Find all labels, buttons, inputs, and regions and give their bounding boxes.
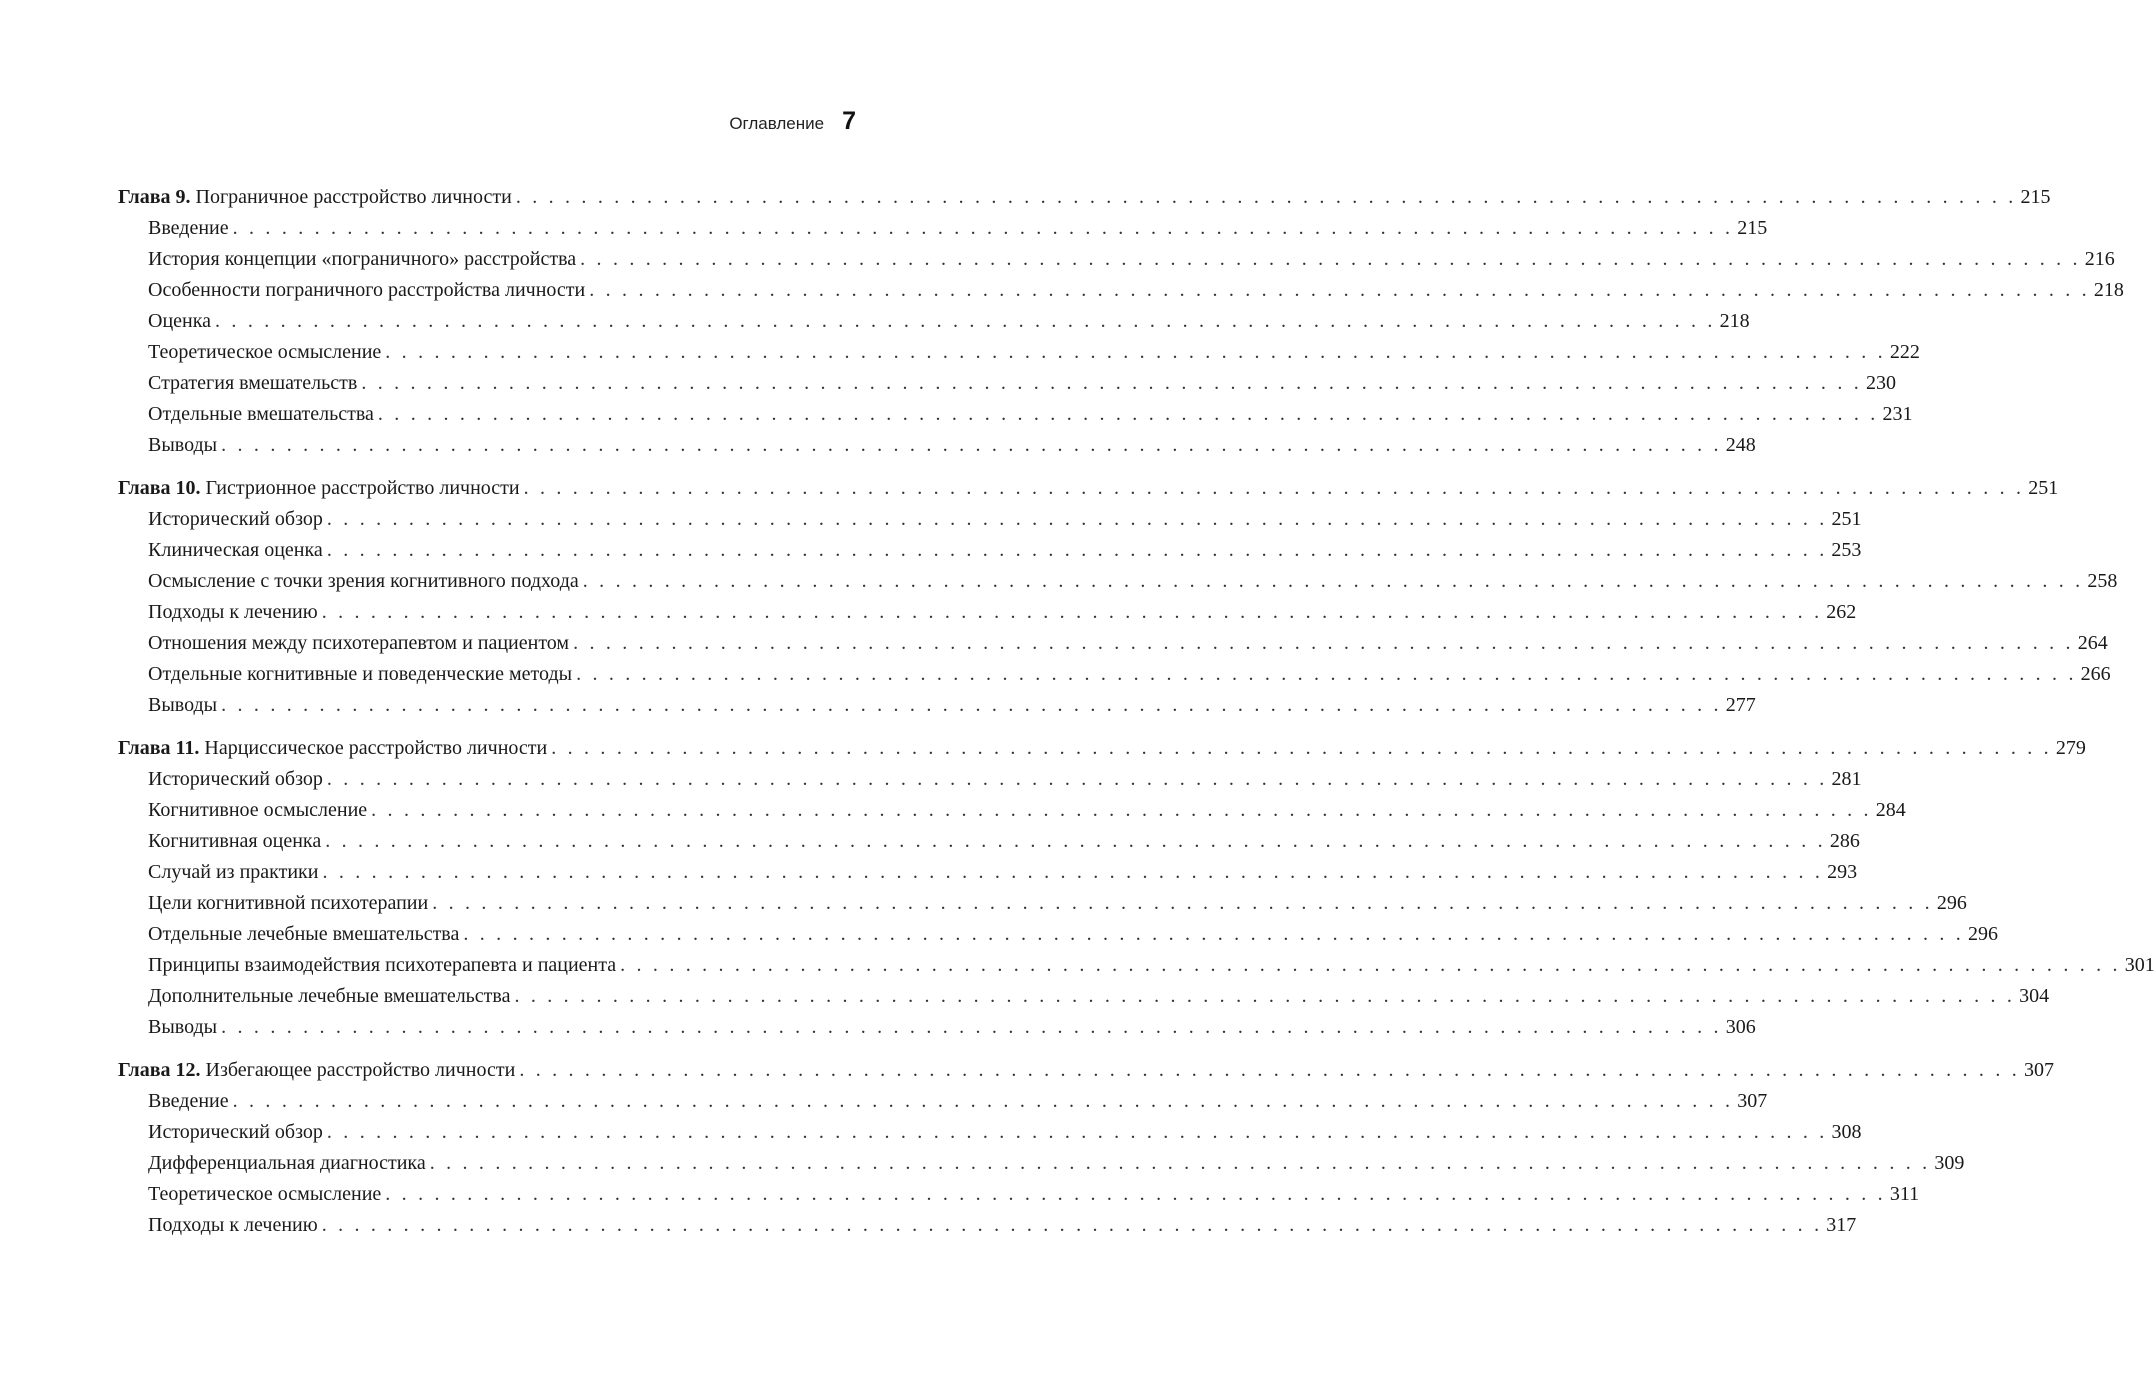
section-title: Оценка [148,310,212,332]
dot-leader: . . . . . . . . . . . . . . . . . . . . . . . . . . . . . . . . . . . . . . . . . . . . . . . . . . . . . . . . . . . . . . . . . . . . . . . . . . . . . . . . . . . . . . . . . . . . [580,248,2081,270]
dot-leader: . . . . . . . . . . . . . . . . . . . . . . . . . . . . . . . . . . . . . . . . . . . . . . . . . . . . . . . . . . . . . . . . . . . . . . . . . . . . . . . . . . . . . . . . . . . . [515,186,2017,208]
page-ref: 216 [2084,248,2115,270]
section-entry[interactable] [118,1148,1965,1179]
section-entry[interactable] [118,919,1998,950]
dot-leader: . . . . . . . . . . . . . . . . . . . . . . . . . . . . . . . . . . . . . . . . . . . . . . . . . . . . . . . . . . . . . . . . . . . . . . . . . . . . . . . . . . . . . . . . . . . . [385,1183,1886,1205]
dot-leader: . . . . . . . . . . . . . . . . . . . . . . . . . . . . . . . . . . . . . . . . . . . . . . . . . . . . . . . . . . . . . . . . . . . . . . . . . . . . . . . . . . . . . . . . . . . . [582,570,2084,592]
section-entry[interactable] [118,1210,1857,1241]
chapter-heading[interactable] [118,733,2086,764]
section-entry[interactable] [118,1117,1862,1148]
dot-leader: . . . . . . . . . . . . . . . . . . . . . . . . . . . . . . . . . . . . . . . . . . . . . . . . . . . . . . . . . . . . . . . . . . . . . . . . . . . . . . . . . . . . . . . . . . . . [326,1121,1828,1143]
page-ref: 304 [2019,985,2050,1007]
page-ref: 251 [2028,477,2059,499]
section-title: Отношения между психотерапевтом и пациентом [148,632,570,654]
section-title: Осмысление с точки зрения когнитивного подхода [148,570,579,592]
section-entry[interactable] [118,566,2118,597]
section-entry[interactable] [118,597,1857,628]
dot-leader: . . . . . . . . . . . . . . . . . . . . . . . . . . . . . . . . . . . . . . . . . . . . . . . . . . . . . . . . . . . . . . . . . . . . . . . . . . . . . . . . . . . . . . . . . . . . [432,892,1933,914]
page-ref: 264 [2077,632,2108,654]
chapter-10 [118,473,2118,721]
section-title: История концепции «пограничного» расстройства [148,248,577,270]
dot-leader: . . . . . . . . . . . . . . . . . . . . . . . . . . . . . . . . . . . . . . . . . . . . . . . . . . . . . . . . . . . . . . . . . . . . . . . . . . . . . . . . . . . . . . . . . . . . [215,310,1716,332]
dot-leader: . . . . . . . . . . . . . . . . . . . . . . . . . . . . . . . . . . . . . . . . . . . . . . . . . . . . . . . . . . . . . . . . . . . . . . . . . . . . . . . . . . . . . . . . . . . . [589,279,2090,301]
dot-leader: . . . . . . . . . . . . . . . . . . . . . . . . . . . . . . . . . . . . . . . . . . . . . . . . . . . . . . . . . . . . . . . . . . . . . . . . . . . . . . . . . . . . . . . . . . . . [377,403,1879,425]
section-title: Цели когнитивной психотерапии [148,892,429,914]
section-entry[interactable] [118,857,1858,888]
chapter-title: Нарциссическое расстройство личности [204,737,548,759]
section-entry[interactable] [118,1012,1756,1043]
section-entry[interactable] [118,275,2124,306]
dot-leader: . . . . . . . . . . . . . . . . . . . . . . . . . . . . . . . . . . . . . . . . . . . . . . . . . . . . . . . . . . . . . . . . . . . . . . . . . . . . . . . . . . . . . . . . . . . . [326,508,1828,530]
page-ref: 308 [1831,1121,1862,1143]
section-title: Теоретическое осмысление [148,1183,382,1205]
page-ref: 253 [1831,539,1862,561]
chapter-heading[interactable] [118,182,2051,213]
section-title: Когнитивное осмысление [148,799,368,821]
dot-leader: . . . . . . . . . . . . . . . . . . . . . . . . . . . . . . . . . . . . . . . . . . . . . . . . . . . . . . . . . . . . . . . . . . . . . . . . . . . . . . . . . . . . . . . . . . . . [321,1214,1823,1236]
dot-leader: . . . . . . . . . . . . . . . . . . . . . . . . . . . . . . . . . . . . . . . . . . . . . . . . . . . . . . . . . . . . . . . . . . . . . . . . . . . . . . . . . . . . . . . . . . . . [385,341,1886,363]
page-ref: 306 [1725,1016,1756,1038]
page-ref: 293 [1827,861,1858,883]
dot-leader: . . . . . . . . . . . . . . . . . . . . . . . . . . . . . . . . . . . . . . . . . . . . . . . . . . . . . . . . . . . . . . . . . . . . . . . . . . . . . . . . . . . . . . . . . . . . [514,985,2016,1007]
section-title: Введение [148,217,229,239]
page-ref: 222 [1889,341,1920,363]
section-title: Выводы [148,434,218,456]
section-entry[interactable] [118,795,1906,826]
section-entry[interactable] [118,659,2111,690]
page-ref: 266 [2080,663,2111,685]
dot-leader: . . . . . . . . . . . . . . . . . . . . . . . . . . . . . . . . . . . . . . . . . . . . . . . . . . . . . . . . . . . . . . . . . . . . . . . . . . . . . . . . . . . . . . . . . . . . [429,1152,1931,1174]
section-title: Подходы к лечению [148,601,318,623]
section-entry[interactable] [118,690,1756,721]
section-title: Выводы [148,1016,218,1038]
section-entry[interactable] [118,368,1896,399]
chapter-heading[interactable] [118,473,2059,504]
dot-leader: . . . . . . . . . . . . . . . . . . . . . . . . . . . . . . . . . . . . . . . . . . . . . . . . . . . . . . . . . . . . . . . . . . . . . . . . . . . . . . . . . . . . . . . . . . . . [321,601,1823,623]
chapter-11 [118,733,2155,1043]
page-ref: 284 [1875,799,1906,821]
section-title: Исторический обзор [148,1121,323,1143]
dot-leader: . . . . . . . . . . . . . . . . . . . . . . . . . . . . . . . . . . . . . . . . . . . . . . . . . . . . . . . . . . . . . . . . . . . . . . . . . . . . . . . . . . . . . . . . . . . . [221,434,1722,456]
running-head [729,107,856,136]
page-ref: 277 [1725,694,1756,716]
dot-leader: . . . . . . . . . . . . . . . . . . . . . . . . . . . . . . . . . . . . . . . . . . . . . . . . . . . . . . . . . . . . . . . . . . . . . . . . . . . . . . . . . . . . . . . . . . . . [573,632,2074,654]
dot-leader: . . . . . . . . . . . . . . . . . . . . . . . . . . . . . . . . . . . . . . . . . . . . . . . . . . . . . . . . . . . . . . . . . . . . . . . . . . . . . . . . . . . . . . . . . . . . [576,663,2077,685]
chapter-label: Глава 12. [118,1059,201,1081]
dot-leader: . . . . . . . . . . . . . . . . . . . . . . . . . . . . . . . . . . . . . . . . . . . . . . . . . . . . . . . . . . . . . . . . . . . . . . . . . . . . . . . . . . . . . . . . . . . . [326,539,1828,561]
page-ref: 309 [1934,1152,1965,1174]
page-ref: 279 [2055,737,2086,759]
page-number: 7 [842,107,856,135]
section-entry[interactable] [118,399,1913,430]
section-entry[interactable] [118,306,1750,337]
section-title: Случай из практики [148,861,319,883]
page-ref: 230 [1865,372,1896,394]
section-entry[interactable] [118,1179,1920,1210]
section-entry[interactable] [118,213,1768,244]
section-title: Теоретическое осмысление [148,341,382,363]
page-ref: 317 [1826,1214,1857,1236]
dot-leader: . . . . . . . . . . . . . . . . . . . . . . . . . . . . . . . . . . . . . . . . . . . . . . . . . . . . . . . . . . . . . . . . . . . . . . . . . . . . . . . . . . . . . . . . . . . . [371,799,1872,821]
page-ref: 248 [1725,434,1756,456]
section-entry[interactable] [118,244,2115,275]
section-title: Исторический обзор [148,768,323,790]
page-ref: 218 [1719,310,1750,332]
section-entry[interactable] [118,1086,1768,1117]
dot-leader: . . . . . . . . . . . . . . . . . . . . . . . . . . . . . . . . . . . . . . . . . . . . . . . . . . . . . . . . . . . . . . . . . . . . . . . . . . . . . . . . . . . . . . . . . . . . [232,217,1734,239]
page-ref: 218 [2093,279,2124,301]
page-ref: 296 [1967,923,1998,945]
section-title: Отдельные вмешательства [148,403,374,425]
section-entry[interactable] [118,535,1862,566]
dot-leader: . . . . . . . . . . . . . . . . . . . . . . . . . . . . . . . . . . . . . . . . . . . . . . . . . . . . . . . . . . . . . . . . . . . . . . . . . . . . . . . . . . . . . . . . . . . . [232,1090,1734,1112]
page-ref: 215 [1737,217,1768,239]
dot-leader: . . . . . . . . . . . . . . . . . . . . . . . . . . . . . . . . . . . . . . . . . . . . . . . . . . . . . . . . . . . . . . . . . . . . . . . . . . . . . . . . . . . . . . . . . . . . [221,1016,1722,1038]
chapter-label: Глава 9. [118,186,191,208]
page-ref: 311 [1889,1183,1920,1205]
section-title: Отдельные лечебные вмешательства [148,923,460,945]
section-entry[interactable] [118,826,1860,857]
chapter-9 [118,182,2124,461]
section-title: Подходы к лечению [148,1214,318,1236]
section-entry[interactable] [118,504,1862,535]
page-ref: 307 [1737,1090,1768,1112]
section-title: Клиническая оценка [148,539,323,561]
page-ref: 301 [2124,954,2155,976]
section-entry[interactable] [118,337,1920,368]
section-title: Когнитивная оценка [148,830,322,852]
chapter-title: Избегающее расстройство личности [205,1059,516,1081]
dot-leader: . . . . . . . . . . . . . . . . . . . . . . . . . . . . . . . . . . . . . . . . . . . . . . . . . . . . . . . . . . . . . . . . . . . . . . . . . . . . . . . . . . . . . . . . . . . . [620,954,2121,976]
section-title: Принципы взаимодействия психотерапевта и пациента [148,954,617,976]
table-of-contents [118,182,2155,1253]
chapter-title: Гистрионное расстройство личности [205,477,520,499]
page-ref: 307 [2023,1059,2054,1081]
section-entry[interactable] [118,888,1967,919]
page-ref: 281 [1831,768,1862,790]
dot-leader: . . . . . . . . . . . . . . . . . . . . . . . . . . . . . . . . . . . . . . . . . . . . . . . . . . . . . . . . . . . . . . . . . . . . . . . . . . . . . . . . . . . . . . . . . . . . [523,477,2025,499]
section-title: Выводы [148,694,218,716]
page-ref: 262 [1826,601,1857,623]
section-title: Отдельные когнитивные и поведенческие методы [148,663,573,685]
page-ref: 286 [1829,830,1860,852]
dot-leader: . . . . . . . . . . . . . . . . . . . . . . . . . . . . . . . . . . . . . . . . . . . . . . . . . . . . . . . . . . . . . . . . . . . . . . . . . . . . . . . . . . . . . . . . . . . . [551,737,2052,759]
section-title: Дополнительные лечебные вмешательства [148,985,511,1007]
dot-leader: . . . . . . . . . . . . . . . . . . . . . . . . . . . . . . . . . . . . . . . . . . . . . . . . . . . . . . . . . . . . . . . . . . . . . . . . . . . . . . . . . . . . . . . . . . . . [221,694,1722,716]
chapter-label: Глава 10. [118,477,201,499]
section-entry[interactable] [118,981,2050,1012]
section-entry[interactable] [118,764,1862,795]
chapter-heading[interactable] [118,1055,2054,1086]
section-entry[interactable] [118,430,1756,461]
dot-leader: . . . . . . . . . . . . . . . . . . . . . . . . . . . . . . . . . . . . . . . . . . . . . . . . . . . . . . . . . . . . . . . . . . . . . . . . . . . . . . . . . . . . . . . . . . . . [325,830,1826,852]
page-ref: 251 [1831,508,1862,530]
dot-leader: . . . . . . . . . . . . . . . . . . . . . . . . . . . . . . . . . . . . . . . . . . . . . . . . . . . . . . . . . . . . . . . . . . . . . . . . . . . . . . . . . . . . . . . . . . . . [322,861,1824,883]
section-title: Стратегия вмешательств [148,372,358,394]
chapter-12 [118,1055,2054,1241]
section-entry[interactable] [118,628,2108,659]
section-title: Исторический обзор [148,508,323,530]
dot-leader: . . . . . . . . . . . . . . . . . . . . . . . . . . . . . . . . . . . . . . . . . . . . . . . . . . . . . . . . . . . . . . . . . . . . . . . . . . . . . . . . . . . . . . . . . . . . [463,923,1964,945]
chapter-title: Пограничное расстройство личности [195,186,512,208]
section-entry[interactable] [118,950,2155,981]
page-ref: 231 [1882,403,1913,425]
chapter-label: Глава 11. [118,737,200,759]
dot-leader: . . . . . . . . . . . . . . . . . . . . . . . . . . . . . . . . . . . . . . . . . . . . . . . . . . . . . . . . . . . . . . . . . . . . . . . . . . . . . . . . . . . . . . . . . . . . [326,768,1828,790]
running-head-title: Оглавление [729,114,825,133]
page-ref: 296 [1936,892,1967,914]
dot-leader: . . . . . . . . . . . . . . . . . . . . . . . . . . . . . . . . . . . . . . . . . . . . . . . . . . . . . . . . . . . . . . . . . . . . . . . . . . . . . . . . . . . . . . . . . . . . [519,1059,2020,1081]
section-title: Дифференциальная диагностика [148,1152,426,1174]
dot-leader: . . . . . . . . . . . . . . . . . . . . . . . . . . . . . . . . . . . . . . . . . . . . . . . . . . . . . . . . . . . . . . . . . . . . . . . . . . . . . . . . . . . . . . . . . . . . [361,372,1862,394]
page-ref: 258 [2087,570,2118,592]
section-title: Особенности пограничного расстройства личности [148,279,586,301]
section-title: Введение [148,1090,229,1112]
page-ref: 215 [2020,186,2051,208]
